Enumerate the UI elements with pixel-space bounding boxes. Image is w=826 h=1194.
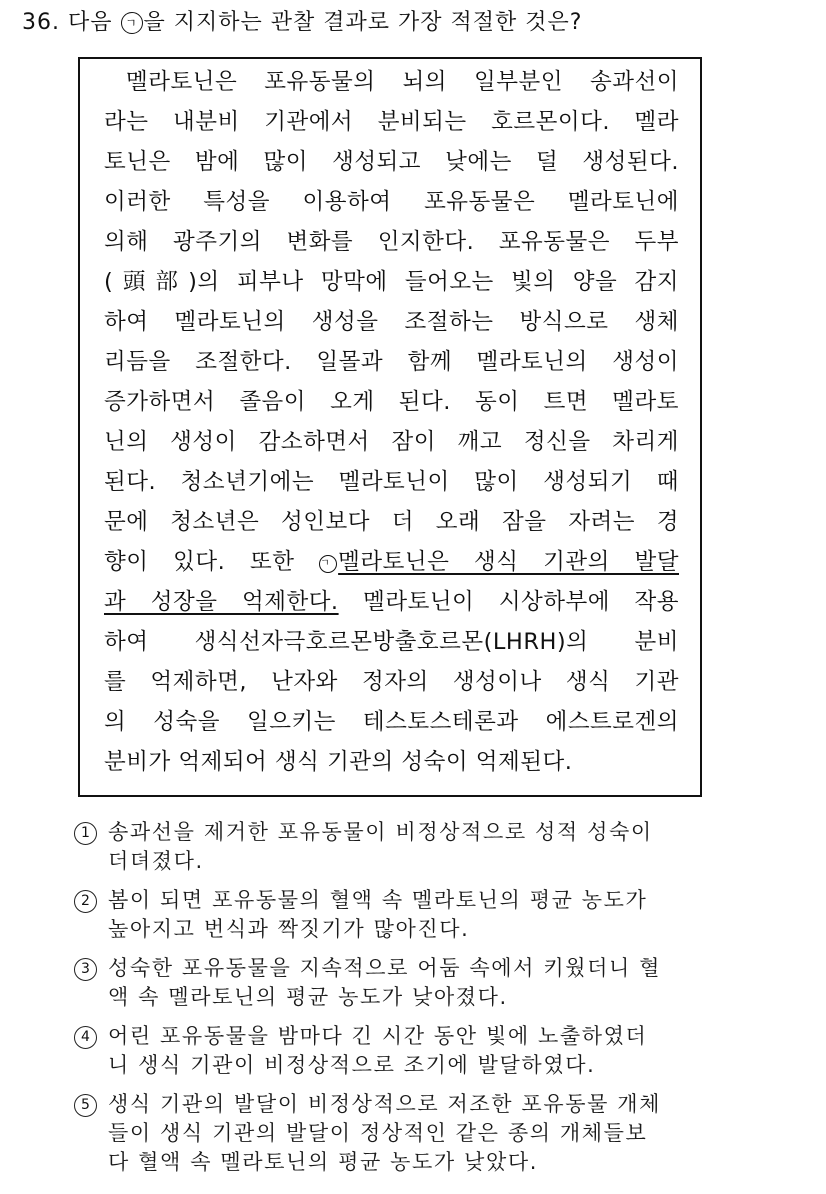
- question-prefix: 다음: [68, 10, 113, 35]
- passage-line: 분비가 억제되어 생식 기관의 성숙이 억제된다.: [104, 749, 573, 775]
- choice-text: 높아지고 번식과 짝짓기가 많아진다.: [108, 917, 470, 941]
- passage-line: 멜라토닌은 포유동물의 뇌의 일부분인 송과선이: [126, 69, 679, 95]
- passage-line-marked: [104, 547, 679, 577]
- passage-line: 의 성숙을 일으키는 테스토스테론과 에스트로겐의: [104, 709, 679, 735]
- choice-text: 더뎌졌다.: [108, 849, 204, 873]
- choice-1[interactable]: [74, 818, 754, 876]
- choice-text: 성숙한 포유동물을 지속적으로 어둠 속에서 키웠더니 혈: [108, 956, 662, 980]
- choice-text: 다 혈액 속 멜라토닌의 평균 농도가 낮았다.: [108, 1150, 538, 1174]
- passage-line: 이러한 특성을 이용하여 포유동물은 멜라토닌에: [104, 189, 679, 215]
- passage-line: 문에 청소년은 성인보다 더 오래 잠을 자려는 경: [104, 509, 679, 535]
- passage-line: (頭部)의 피부나 망막에 들어오는 빛의 양을 감지: [104, 269, 679, 295]
- choice-text: 송과선을 제거한 포유동물이 비정상적으로 성적 성숙이: [108, 820, 653, 844]
- circled-number-1-icon: 1: [74, 822, 97, 845]
- passage-line: 하여 멜라토닌의 생성을 조절하는 방식으로 생체: [104, 309, 679, 335]
- passage-line: 닌의 생성이 감소하면서 잠이 깨고 정신을 차리게: [104, 429, 679, 455]
- passage-line: 라는 내분비 기관에서 분비되는 호르몬이다. 멜라: [104, 109, 679, 135]
- question-stem: [22, 8, 812, 38]
- passage-line: 의해 광주기의 변화를 인지한다. 포유동물은 두부: [104, 229, 679, 255]
- passage-text: 향이 있다. 또한: [104, 549, 320, 575]
- choice-3[interactable]: [74, 954, 754, 1012]
- passage-line: 리듬을 조절한다. 일몰과 함께 멜라토닌의 생성이: [104, 349, 679, 375]
- choice-text: 봄이 되면 포유동물의 혈액 속 멜라토닌의 평균 농도가: [108, 888, 648, 912]
- passage-text: 멜라토닌이 시상하부에 작용: [338, 589, 679, 615]
- choice-text: 니 생식 기관이 비정상적으로 조기에 발달하였다.: [108, 1053, 596, 1077]
- choice-text: 어린 포유동물을 밤마다 긴 시간 동안 빛에 노출하였더: [108, 1024, 648, 1048]
- passage-line: 하여 생식선자극호르몬방출호르몬(LHRH)의 분비: [104, 629, 679, 655]
- passage-line: 된다. 청소년기에는 멜라토닌이 많이 생성되기 때: [104, 469, 679, 495]
- choice-2[interactable]: [74, 886, 754, 944]
- passage-line-marked: [104, 587, 679, 617]
- choice-4[interactable]: [74, 1022, 754, 1080]
- circled-giyeok-marker-icon: ㄱ: [121, 12, 143, 34]
- circled-number-3-icon: 3: [74, 958, 97, 981]
- circled-number-4-icon: 4: [74, 1026, 97, 1049]
- passage-line: 증가하면서 졸음이 오게 된다. 동이 트면 멜라토: [104, 389, 679, 415]
- passage-line: 를 억제하면, 난자와 정자의 생성이나 생식 기관: [104, 669, 679, 695]
- circled-number-5-icon: 5: [74, 1094, 97, 1117]
- choice-5[interactable]: [74, 1090, 754, 1177]
- question-number: 36.: [22, 10, 60, 35]
- underlined-claim: 멜라토닌은 생식 기관의 발달: [338, 549, 679, 575]
- circled-number-2-icon: 2: [74, 890, 97, 913]
- choice-text: 생식 기관의 발달이 비정상적으로 저조한 포유동물 개체: [108, 1092, 662, 1116]
- answer-choices: [74, 818, 754, 1187]
- passage-line: 토닌은 밤에 많이 생성되고 낮에는 덜 생성된다.: [104, 149, 679, 175]
- underlined-claim: 과 성장을 억제한다.: [104, 589, 339, 615]
- choice-text: 들이 생식 기관의 발달이 정상적인 같은 종의 개체들보: [108, 1121, 648, 1145]
- circled-giyeok-marker-icon: ㄱ: [319, 555, 337, 573]
- passage-box: [78, 57, 702, 797]
- choice-text: 액 속 멜라토닌의 평균 농도가 낮아졌다.: [108, 985, 508, 1009]
- question-suffix: 을 지지하는 관찰 결과로 가장 적절한 것은?: [143, 10, 583, 35]
